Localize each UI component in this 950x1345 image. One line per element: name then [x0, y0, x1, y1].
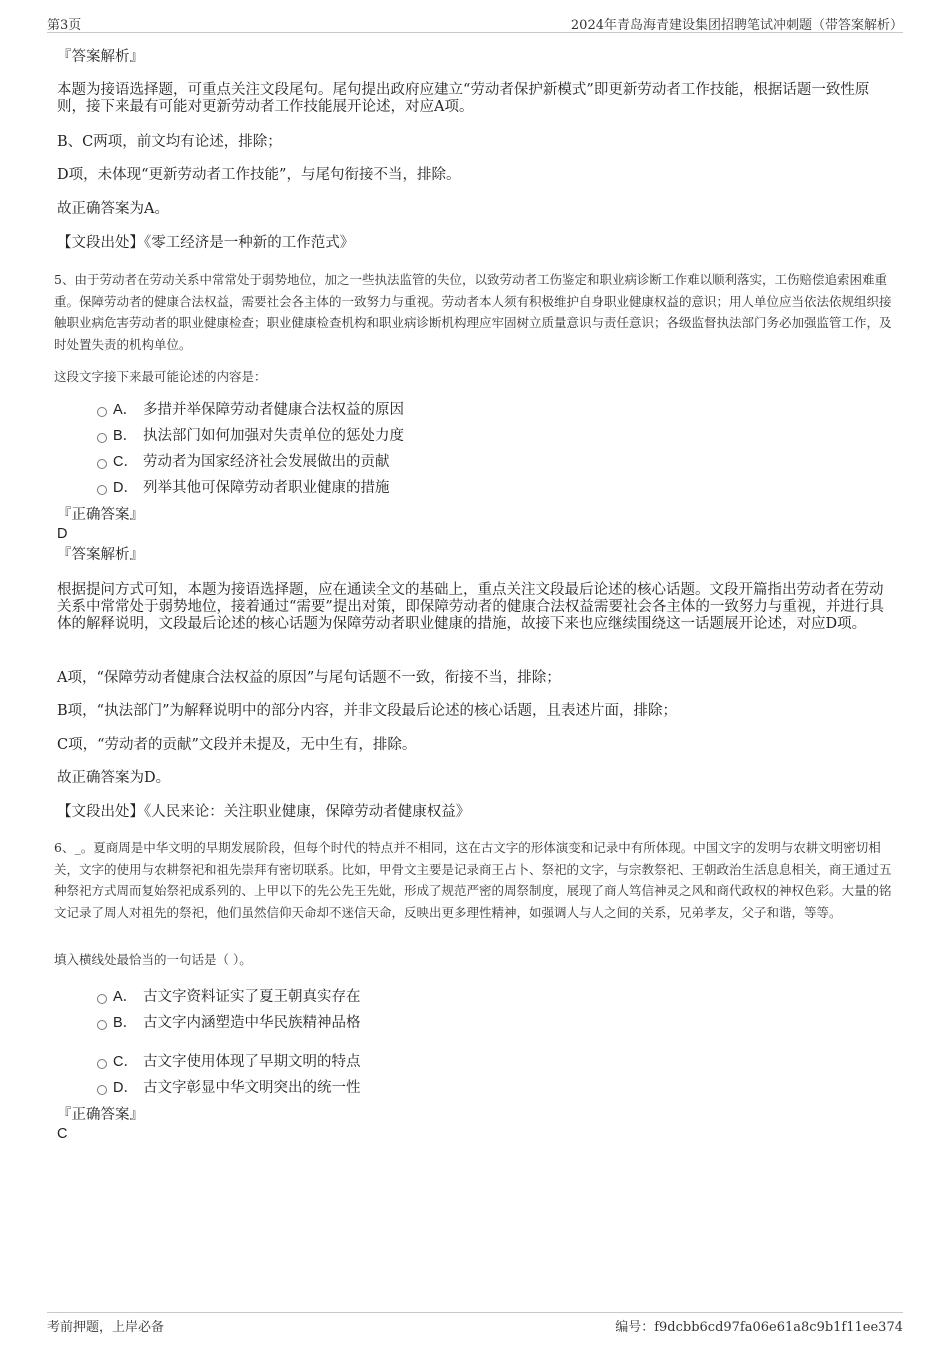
- q4-conclusion: 故正确答案为A。: [57, 201, 169, 217]
- option-letter: D．: [113, 1080, 138, 1096]
- q4-source: 【文段出处】《零工经济是一种新的工作范式》: [57, 235, 355, 251]
- option-letter: B．: [113, 428, 138, 444]
- radio-icon[interactable]: [97, 433, 107, 443]
- q5-option-d[interactable]: [97, 479, 390, 497]
- option-text: 古文字资料证实了夏王朝真实存在: [143, 989, 361, 1005]
- option-text: 劳动者为国家经济社会发展做出的贡献: [143, 454, 390, 470]
- radio-icon[interactable]: [97, 459, 107, 469]
- radio-icon[interactable]: [97, 1020, 107, 1030]
- radio-icon[interactable]: [97, 407, 107, 417]
- q4-analysis-para2: B、C两项，前文均有论述，排除；: [57, 134, 282, 150]
- option-letter: A．: [113, 989, 138, 1005]
- q5-analysis-label: 『答案解析』: [57, 547, 144, 563]
- option-letter: C．: [113, 1054, 138, 1070]
- q6-option-b[interactable]: [97, 1014, 361, 1032]
- q6-answer: C: [57, 1126, 68, 1142]
- radio-icon[interactable]: [97, 994, 107, 1004]
- document-title: 2024年青岛海青建设集团招聘笔试冲刺题（带答案解析）: [570, 18, 903, 33]
- q5-conclusion: 故正确答案为D。: [57, 770, 171, 786]
- option-letter: B．: [113, 1015, 138, 1031]
- q5-source: 【文段出处】《人民来论：关注职业健康，保障劳动者健康权益》: [57, 804, 471, 820]
- q6-stem: 6、_。夏商周是中华文明的早期发展阶段，但每个时代的特点并不相同，这在古文字的形体演变和记录中有所体现。中国文字的发明与农耕文明密切相关，文字的使用与农耕祭祀和祖先崇拜有密切联系。比如，甲骨文主要是记录商王占卜、祭祀的文字，与宗教祭祀、王朝政治生活息息相关，商王通过五种祭祀方式周而复始祭祀成系列的、上甲以下的先公先王先妣，形成了规范严密的周祭制度，展现了商人笃信神灵之风和商代政权的神权色彩。大量的铭文记录了周人对祖先的祭祀，他们虽然信仰天命却不迷信天命，反映出更多理性精神，如强调人与人之间的关系，兄弟孝友，父子和谐，等等。: [54, 840, 892, 920]
- q5-stem: 5、由于劳动者在劳动关系中常常处于弱势地位，加之一些执法监管的失位，以致劳动者工伤鉴定和职业病诊断工作难以顺利落实，工伤赔偿追索困难重重。保障劳动者的健康合法权益，需要社会各主体的一致努力与重视。劳动者本人须有积极维护自身职业健康权益的意识；用人单位应当依法依规组织接触职业病危害劳动者的职业健康检查；职业健康检查机构和职业病诊断机构理应牢固树立质量意识与责任意识；各级监督执法部门务必加强监管工作，及时处置失责的机构单位。: [54, 272, 892, 352]
- page-footer: [47, 1312, 903, 1335]
- q4-analysis-label: 『答案解析』: [57, 49, 144, 65]
- page-number: 第3页: [47, 18, 82, 33]
- option-text: 古文字使用体现了早期文明的特点: [143, 1054, 361, 1070]
- q6-prompt: 填入横线处最恰当的一句话是（ ）。: [54, 952, 252, 967]
- q5-analysis-para3: B项，“执法部门”为解释说明中的部分内容，并非文段最后论述的核心话题，且表述片面，排除；: [57, 703, 677, 719]
- option-text: 执法部门如何加强对失责单位的惩处力度: [143, 428, 404, 444]
- page-header: [47, 14, 903, 33]
- q5-analysis-para2: A项，“保障劳动者健康合法权益的原因”与尾句话题不一致，衔接不当，排除；: [57, 670, 561, 686]
- q5-option-b[interactable]: [97, 427, 404, 445]
- q5-analysis-para4: C项，“劳动者的贡献”文段并未提及，无中生有，排除。: [57, 737, 417, 753]
- option-text: 多措并举保障劳动者健康合法权益的原因: [143, 402, 404, 418]
- q5-answer: D: [57, 526, 68, 542]
- q6-option-d[interactable]: [97, 1079, 361, 1097]
- q4-analysis-para1: 本题为接语选择题，可重点关注文段尾句。尾句提出政府应建立“劳动者保护新模式”即更新劳动者工作技能，根据话题一致性原则，接下来最有可能对更新劳动者工作技能展开论述，对应A项。: [57, 82, 870, 115]
- q5-prompt: 这段文字接下来最可能论述的内容是：: [54, 369, 267, 384]
- q5-option-c[interactable]: [97, 453, 390, 471]
- option-letter: C．: [113, 454, 138, 470]
- q5-answer-label: 『正确答案』: [57, 507, 144, 523]
- radio-icon[interactable]: [97, 1085, 107, 1095]
- option-text: 列举其他可保障劳动者职业健康的措施: [143, 480, 390, 496]
- q6-answer-label: 『正确答案』: [57, 1107, 144, 1123]
- q5-analysis-para1: 根据提问方式可知，本题为接语选择题，应在通读全文的基础上，重点关注文段最后论述的核心话题。文段开篇指出劳动者在劳动关系中常常处于弱势地位，接着通过“需要”提出对策，即保障劳动者的健康合法权益需要社会各主体的一致努力与重视，并进行具体的解释说明，文段最后论述的核心话题为保障劳动者职业健康的措施，故接下来也应继续围绕这一话题展开论述，对应D项。: [57, 582, 884, 632]
- q6-option-c[interactable]: [97, 1053, 361, 1071]
- q4-analysis-para3: D项，未体现“更新劳动者工作技能”，与尾句衔接不当，排除。: [57, 167, 461, 183]
- radio-icon[interactable]: [97, 1059, 107, 1069]
- option-letter: D．: [113, 480, 138, 496]
- q6-option-a[interactable]: [97, 988, 361, 1006]
- footer-slogan: 考前押题，上岸必备: [47, 1320, 165, 1335]
- document-id: 编号：f9dcbb6cd97fa06e61a8c9b1f11ee374: [615, 1320, 903, 1335]
- option-text: 古文字彰显中华文明突出的统一性: [143, 1080, 361, 1096]
- option-text: 古文字内涵塑造中华民族精神品格: [143, 1015, 361, 1031]
- q5-option-a[interactable]: [97, 401, 404, 419]
- option-letter: A．: [113, 402, 138, 418]
- radio-icon[interactable]: [97, 485, 107, 495]
